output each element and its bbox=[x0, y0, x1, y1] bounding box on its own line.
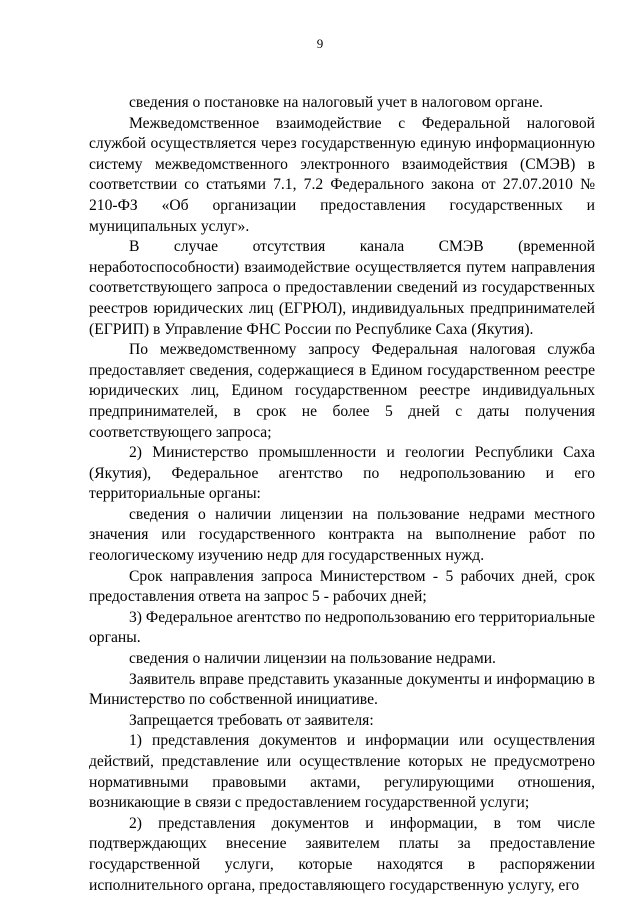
page-number: 9 bbox=[316, 36, 324, 51]
paragraph-applicant-right: Заявитель вправе представить указанные документы и информацию в Министерство по собственной инициативе. bbox=[89, 670, 595, 709]
paragraph-ministry-industry: 2) Министерство промышленности и геологии Республики Саха (Якутия), Федеральное агентство по недропользованию и его территориальные органы: bbox=[89, 444, 595, 503]
paragraph-smev-interaction: Межведомственное взаимодействие с Федеральной налоговой службой осуществляется через государственную единую информационную систему межведомственного электронного взаимодействия (СМЭВ) в соответствии со статьями 7.1, 7.2 Федерального закона от 27.07.2010 № 210-ФЗ «Об организации предоставления государственных и муниципальных услуг». bbox=[89, 114, 595, 235]
paragraph-prohibition-1: 1) представления документов и информации или осуществления действий, представление или осуществление которых не предусмотрено нормативными правовыми актами, регулирующими отношения, возникающие в связи с предоставлением государственной услуги; bbox=[89, 732, 595, 812]
paragraph-tax-service-response: По межведомственному запросу Федеральная налоговая служба предоставляет сведения, содержащиеся в Едином государственном реестре юридических лиц, Едином государственном реестре индивидуальных предпринимателей, в срок не более 5 дней с даты получения соответствующего запроса; bbox=[89, 341, 595, 441]
paragraph-tax-registration: сведения о постановке на налоговый учет в налоговом органе. bbox=[129, 94, 544, 111]
paragraph-no-smev-channel: В случае отсутствия канала СМЭВ (временной неработоспособности) взаимодействие осуществляется путем направления соответствующего запроса о предоставлении сведений из государственных реестров юридических лиц (ЕГРЮЛ), индивидуальных предпринимателей (ЕГРИП) в Управление ФНС России по Республике Саха (Якутия). bbox=[89, 238, 595, 338]
paragraph-prohibition-2: 2) представления документов и информации, в том числе подтверждающих внесение заявителем платы за предоставление государственной услуги, которые находятся в распоряжении исполнительного органа, предоставляющего государственную услугу, его bbox=[89, 814, 595, 894]
document-body bbox=[89, 93, 595, 896]
paragraph-prohibited-heading: Запрещается требовать от заявителя: bbox=[129, 711, 374, 729]
paragraph-request-deadline: Срок направления запроса Министерством - 5 рабочих дней, срок предоставления ответа на запрос 5 - рабочих дней; bbox=[89, 567, 595, 606]
paragraph-subsoil-agency: 3) Федеральное агентство по недропользованию его территориальные органы. bbox=[89, 608, 595, 647]
paragraph-subsoil-license: сведения о наличии лицензии на пользование недрами. bbox=[129, 650, 496, 668]
paragraph-license-info: сведения о наличии лицензии на пользование недрами местного значения или государственного контракта на выполнение работ по геологическому изучению недр для государственных нужд. bbox=[89, 505, 595, 565]
